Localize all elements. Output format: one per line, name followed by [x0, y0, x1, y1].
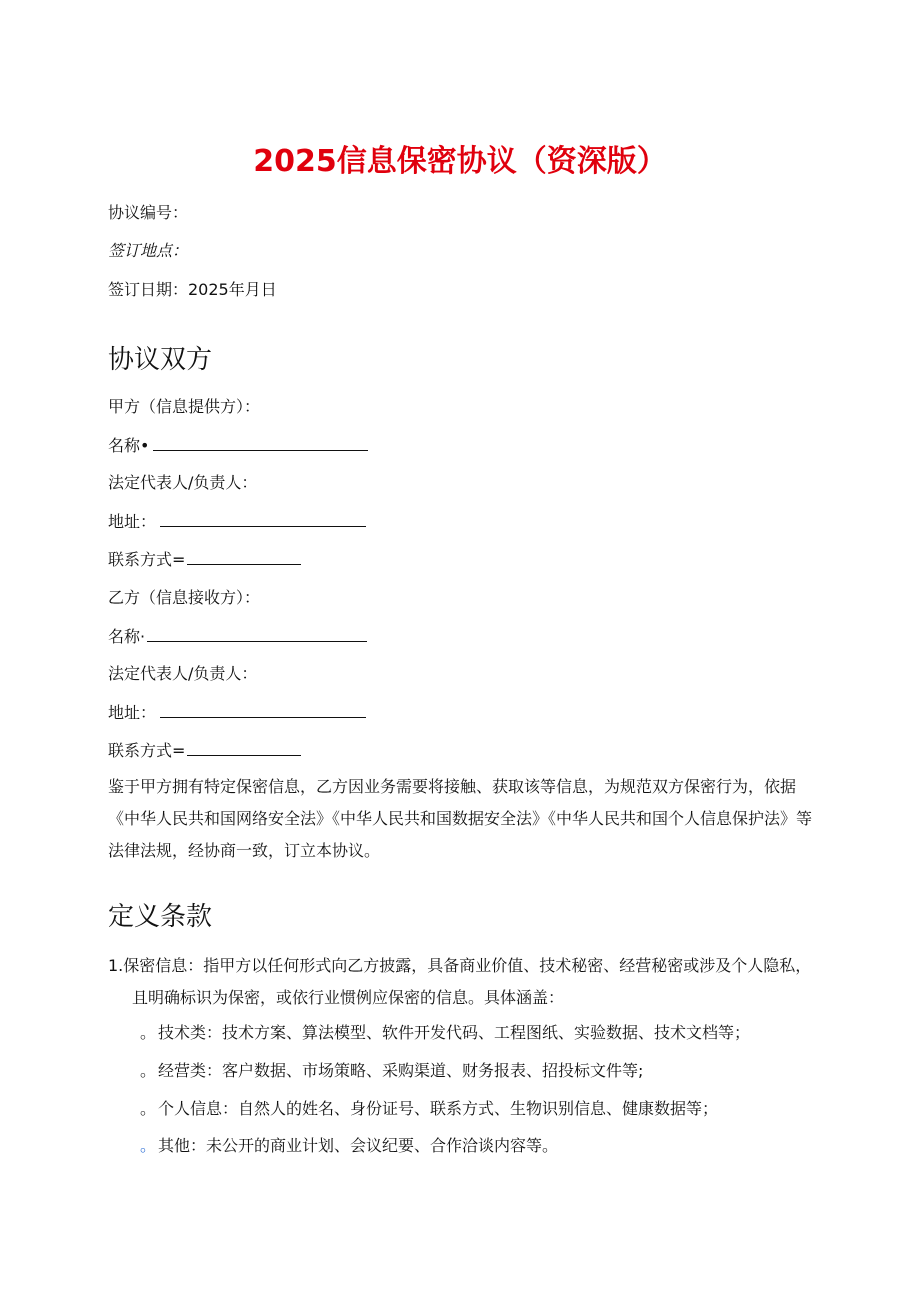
- party-b-label: 乙方（信息接收方）：: [108, 588, 261, 607]
- party-a-label: 甲方（信息提供方）：: [108, 397, 261, 416]
- definition-subitem: [140, 1135, 558, 1157]
- definition-subitem-text: 其他：未公开的商业计划、会议纪要、合作洽谈内容等。: [158, 1136, 559, 1155]
- agreement-number-line: 协议编号：: [108, 203, 189, 222]
- party-b-name-line: [108, 625, 367, 648]
- party-b-contact-blank[interactable]: [187, 739, 301, 756]
- definition-subitem-text: 个人信息：自然人的姓名、身份证号、联系方式、生物识别信息、健康数据等；: [158, 1099, 719, 1118]
- definition-subitem: [140, 1022, 750, 1044]
- parties-heading: 协议双方: [108, 345, 213, 375]
- definition-subitem-text: 技术类：技术方案、算法模型、软件开发代码、工程图纸、实验数据、技术文档等；: [158, 1023, 751, 1042]
- party-a-name-label: 名称•: [108, 436, 150, 455]
- party-a-name-blank[interactable]: [153, 434, 368, 451]
- party-a-rep-line: 法定代表人/负责人：: [108, 473, 258, 492]
- bullet-icon: 。: [140, 1136, 157, 1155]
- party-a-name-line: [108, 434, 368, 457]
- party-a-contact-label: 联系方式=: [108, 550, 186, 569]
- party-b-name-label: 名称·: [108, 627, 146, 646]
- party-b-contact-line: [108, 739, 301, 762]
- party-b-contact-label: 联系方式=: [108, 741, 186, 760]
- sign-date-line: 签订日期：2025年月日: [108, 280, 277, 299]
- party-b-address-line: [108, 701, 366, 724]
- bullet-icon: 。: [140, 1023, 157, 1042]
- party-b-name-blank[interactable]: [147, 625, 367, 642]
- bullet-icon: 。: [140, 1099, 157, 1118]
- bullet-icon: 。: [140, 1061, 157, 1080]
- definition-subitem: [140, 1098, 718, 1120]
- party-a-address-blank[interactable]: [160, 510, 366, 527]
- party-a-contact-blank[interactable]: [187, 548, 301, 565]
- document-title: 2025信息保密协议（资深版）: [253, 144, 667, 179]
- party-a-address-line: [108, 510, 366, 533]
- party-a-address-label: 地址：: [108, 512, 157, 531]
- definitions-heading: 定义条款: [108, 902, 213, 932]
- party-b-rep-line: 法定代表人/负责人：: [108, 664, 258, 683]
- definition-subitem-text: 经营类：客户数据、市场策略、采购渠道、财务报表、招投标文件等;: [158, 1061, 644, 1080]
- party-b-address-blank[interactable]: [160, 701, 366, 718]
- party-b-address-label: 地址：: [108, 703, 157, 722]
- definition-item-1: 1.保密信息：指甲方以任何形式向乙方披露，具备商业价值、技术秘密、经营秘密或涉及个人隐私，且明确标识为保密，或依行业惯例应保密的信息。具体涵盖：: [108, 956, 812, 1007]
- definition-subitem: [140, 1060, 643, 1082]
- preamble-paragraph: 鉴于甲方拥有特定保密信息，乙方因业务需要将接触、获取该等信息，为规范双方保密行为，依据《中华人民共和国网络安全法》《中华人民共和国数据安全法》《中华人民共和国个人信息保护法》等法律法规，经协商一致，订立本协议。: [108, 777, 813, 860]
- party-a-contact-line: [108, 548, 301, 571]
- sign-place-line: 签订地点：: [108, 241, 189, 260]
